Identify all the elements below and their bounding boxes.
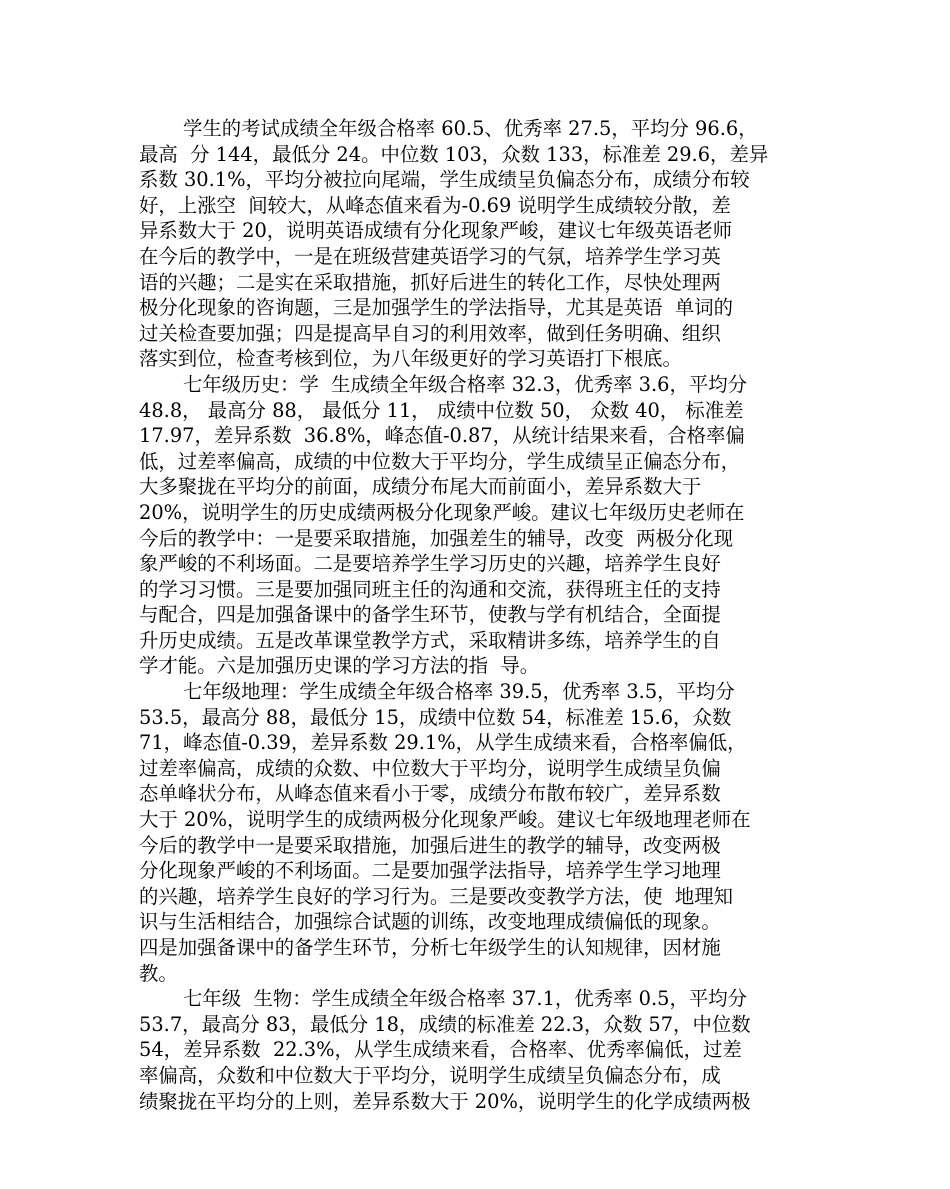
- paragraph-english-line: 落实到位，检查考核到位，为八年级更好的学习英语打下根底。: [139, 347, 682, 371]
- paragraph-geography-line: 大于 20%，说明学生的成绩两极分化现象严峻。建议七年级地理老师在: [139, 808, 751, 832]
- paragraph-history-line: 17.97，差异系数 36.8%，峰态值-0.87，从统计结果来看，合格率偏: [139, 424, 745, 448]
- paragraph-history-line: 学才能。六是加强历史课的学习方法的指 导。: [139, 654, 540, 678]
- paragraph-biology-line: 53.7，最高分 83，最低分 18，成绩的标准差 22.3，众数 57，中位数: [139, 1012, 751, 1036]
- paragraph-geography-line: 七年级地理：学生成绩全年级合格率 39.5，优秀率 3.5，平均分: [183, 680, 735, 704]
- paragraph-biology-line: 54，差异系数 22.3%，从学生成绩来看，合格率、优秀率偏低，过差: [139, 1038, 742, 1062]
- paragraph-geography-line: 53.5，最高分 88，最低分 15，成绩中位数 54，标准差 15.6，众数: [139, 705, 732, 729]
- document-page: [139, 116, 819, 1114]
- paragraph-biology-line: 率偏高，众数和中位数大于平均分，说明学生成绩呈负偏态分布，成: [139, 1063, 721, 1087]
- paragraph-english-line: 最高 分 144，最低分 24。中位数 103，众数 133，标准差 29.6，差异: [139, 142, 769, 166]
- paragraph-english-line: 好，上涨空 间较大，从峰态值来看为-0.69 说明学生成绩较分散，差: [139, 193, 731, 217]
- paragraph-geography-line: 今后的教学中一是要采取措施，加强后进生的教学的辅导，改变两极: [139, 833, 721, 857]
- paragraph-history-line: 的学习习惯。三是要加强同班主任的沟通和交流，获得班主任的支持: [139, 577, 721, 601]
- paragraph-history-line: 七年级历史：学 生成绩全年级合格率 32.3，优秀率 3.6，平均分: [183, 372, 748, 396]
- paragraph-history-line: 20%，说明学生的历史成绩两极分化现象严峻。建议七年级历史老师在: [139, 500, 745, 524]
- paragraph-english-line: 学生的考试成绩全年级合格率 60.5、优秀率 27.5，平均分 96.6，: [183, 117, 758, 140]
- paragraph-geography-line: 71，峰态值-0.39，差异系数 29.1%，从学生成绩来看，合格率偏低，: [139, 731, 747, 755]
- paragraph-english-line: 在今后的教学中，一是在班级营建英语学习的气氛，培养学生学习英: [139, 244, 721, 268]
- paragraph-english-line: 过关检查要加强；四是提高早自习的利用效率，做到任务明确、组织: [139, 321, 721, 345]
- paragraph-geography-line: 态单峰状分布，从峰态值来看小于零，成绩分布散布较广，差异系数: [139, 782, 721, 806]
- paragraph-english-line: 系数 30.1%，平均分被拉向尾端，学生成绩呈负偏态分布，成绩分布较: [139, 168, 750, 192]
- paragraph-history-line: 今后的教学中：一是要采取措施，加强差生的辅导，改变 两极分化现: [139, 526, 734, 550]
- paragraph-english-line: 异系数大于 20，说明英语成绩有分化现象严峻，建议七年级英语老师: [139, 219, 733, 243]
- paragraph-history-line: 象严峻的不利场面。二是要培养学生学习历史的兴趣，培养学生良好: [139, 552, 721, 576]
- paragraph-biology-line: 绩聚拢在平均分的上则，差异系数大于 20%，说明学生的化学成绩两极: [139, 1089, 751, 1113]
- paragraph-history-line: 与配合，四是加强备课中的备学生环节，使教与学有机结合，全面提: [139, 603, 721, 627]
- paragraph-geography-line: 四是加强备课中的备学生环节，分析七年级学生的认知规律，因材施: [139, 936, 721, 959]
- paragraph-geography-line: 分化现象严峻的不利场面。二是要加强学法指导，培养学生学习地理: [139, 859, 721, 883]
- paragraph-geography-line: 过差率偏高，成绩的众数、中位数大于平均分，说明学生成绩呈负偏: [139, 756, 721, 780]
- paragraph-geography-line: 的兴趣，培养学生良好的学习行为。三是要改变教学方法，使 地理知: [139, 884, 734, 908]
- paragraph-english-line: 极分化现象的咨询题，三是加强学生的学法指导，尤其是英语 单词的: [139, 296, 734, 320]
- paragraph-geography-line: 识与生活相结合，加强综合试题的训练，改变地理成绩偏低的现象。: [139, 910, 721, 934]
- paragraph-geography-line: 教。: [139, 961, 178, 985]
- paragraph-biology-line: 七年级 生物：学生成绩全年级合格率 37.1，优秀率 0.5，平均分: [183, 987, 748, 1011]
- paragraph-history-line: 48.8， 最高分 88， 最低分 11， 成绩中位数 50， 众数 40， 标准差: [139, 398, 744, 422]
- paragraph-history-line: 低，过差率偏高，成绩的中位数大于平均分，学生成绩呈正偏态分布，: [139, 449, 741, 473]
- paragraph-history-line: 升历史成绩。五是改革课堂教学方式，采取精讲多练，培养学生的自: [139, 628, 721, 652]
- paragraph-history-line: 大多聚拢在平均分的前面，成绩分布尾大而前面小，差异系数大于: [139, 475, 702, 499]
- paragraph-english-line: 语的兴趣；二是实在采取措施，抓好后进生的转化工作，尽快处理两: [139, 270, 721, 294]
